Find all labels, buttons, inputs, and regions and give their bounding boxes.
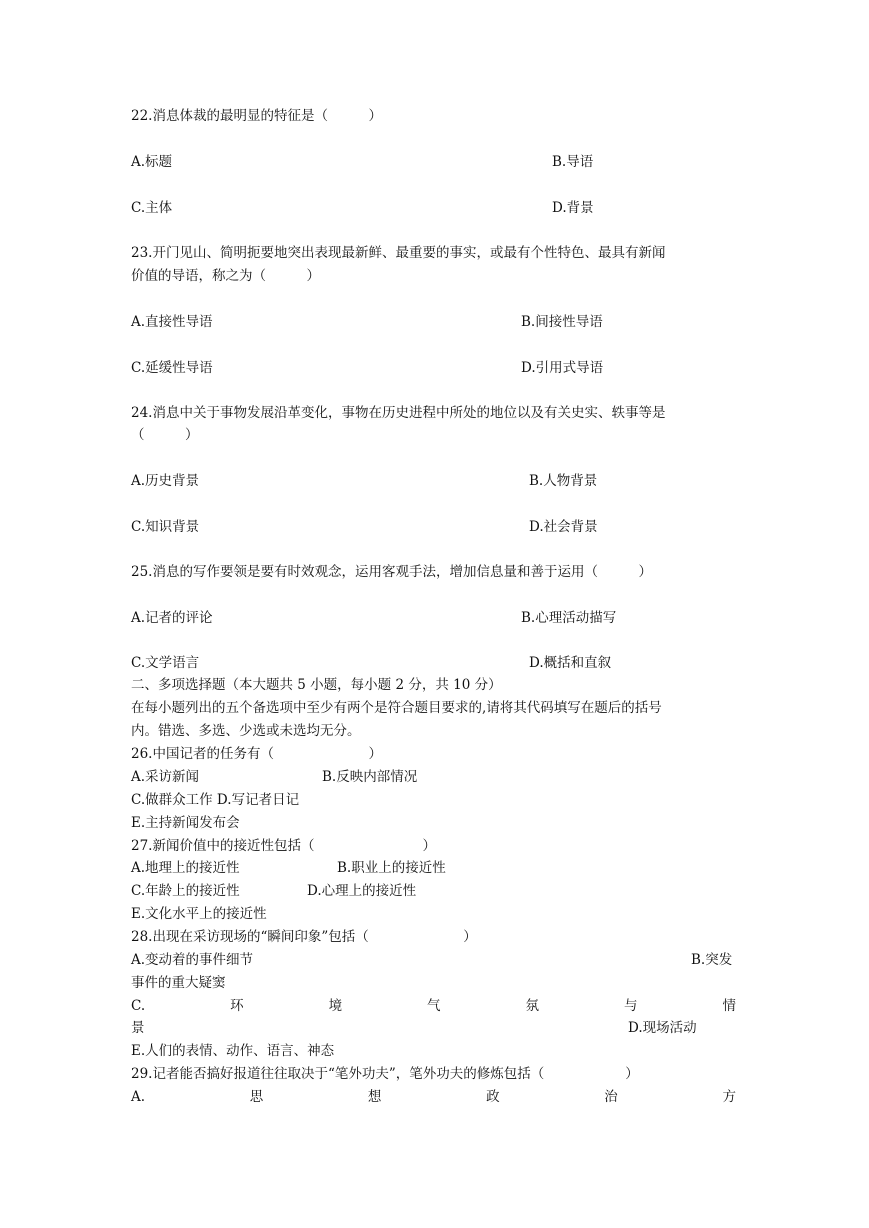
section2-heading: 二、多项选择题（本大题共 5 小题，每小题 2 分，共 10 分） <box>131 677 502 693</box>
q27-option-b: B.职业上的接近性 <box>337 860 446 876</box>
q26-option-e: E.主持新闻发布会 <box>131 815 240 831</box>
q29-stem: 29.记者能否搞好报道往往取决于“笔外功夫”，笔外功夫的修炼包括（ ） <box>131 1066 639 1082</box>
q24-option-a: A.历史背景 <box>131 473 200 489</box>
q28-c-char: C. <box>131 998 146 1014</box>
q26-stem: 26.中国记者的任务有（ ） <box>131 746 382 762</box>
q23-stem-line2: 价值的导语，称之为（ ） <box>131 268 320 284</box>
section2-instructions-line2: 内。错选、多选、少选或未选均无分。 <box>131 723 361 739</box>
q27-option-c: C.年龄上的接近性 <box>131 883 240 899</box>
q29-a-char: 治 <box>604 1089 618 1105</box>
q28-c-char: 气 <box>427 998 441 1014</box>
q28-option-c-justified <box>131 997 736 1015</box>
q23-option-a: A.直接性导语 <box>131 314 213 330</box>
q29-a-char: 方 <box>722 1089 736 1105</box>
q23-option-b: B.间接性导语 <box>521 314 603 330</box>
q27-option-d: D.心理上的接近性 <box>307 883 417 899</box>
q22-option-c: C.主体 <box>131 200 173 216</box>
q26-option-a: A.采访新闻 <box>131 769 200 785</box>
q23-stem-line1: 23.开门见山、简明扼要地突出表现最新鲜、最重要的事实，或最有个性特色、最具有新闻 <box>131 245 666 261</box>
q24-stem-line2: （ ） <box>131 427 199 443</box>
q28-option-d: D.现场活动 <box>628 1020 697 1036</box>
q25-stem: 25.消息的写作要领是要有时效观念，运用客观手法，增加信息量和善于运用（ ） <box>131 564 652 580</box>
q24-stem-line1: 24.消息中关于事物发展沿革变化，事物在历史进程中所处的地位以及有关史实、轶事等是 <box>131 405 666 421</box>
q24-option-c: C.知识背景 <box>131 519 200 535</box>
q25-option-b: B.心理活动描写 <box>521 610 617 626</box>
q28-stem: 28.出现在采访现场的“瞬间印象”包括（ ） <box>131 929 477 945</box>
q28-option-b-part1: B.突发 <box>691 952 733 968</box>
q29-a-char: A. <box>131 1089 146 1105</box>
q28-c-char: 境 <box>328 998 343 1014</box>
q24-option-d: D.社会背景 <box>529 519 598 535</box>
q27-stem: 27.新闻价值中的接近性包括（ ） <box>131 838 436 854</box>
q28-option-e: E.人们的表情、动作、语言、神态 <box>131 1043 335 1059</box>
q24-option-b: B.人物背景 <box>529 473 598 489</box>
q29-a-char: 政 <box>486 1089 500 1105</box>
q23-option-c: C.延缓性导语 <box>131 360 213 376</box>
q28-option-c-end: 景 <box>131 1020 145 1036</box>
q29-a-char: 思 <box>249 1089 264 1105</box>
q26-option-cd: C.做群众工作 D.写记者日记 <box>131 792 300 808</box>
q28-option-b-part2: 事件的重大疑窦 <box>131 975 226 991</box>
q27-option-a: A.地理上的接近性 <box>131 860 240 876</box>
q22-option-b: B.导语 <box>552 154 594 170</box>
q25-option-a: A.记者的评论 <box>131 610 213 626</box>
q28-c-char: 与 <box>623 998 638 1014</box>
q25-option-d: D.概括和直叙 <box>529 655 612 671</box>
q22-option-a: A.标题 <box>131 154 173 170</box>
q29-option-a-justified <box>131 1088 736 1106</box>
q25-option-c: C.文学语言 <box>131 655 200 671</box>
q28-c-char: 情 <box>722 998 736 1014</box>
section2-instructions-line1: 在每小题列出的五个备选项中至少有两个是符合题目要求的,请将其代码填写在题后的括号 <box>131 700 662 716</box>
q26-option-b: B.反映内部情况 <box>322 769 418 785</box>
q27-option-e: E.文化水平上的接近性 <box>131 906 267 922</box>
q28-c-char: 氛 <box>525 998 540 1014</box>
q22-stem: 22.消息体裁的最明显的特征是（ ） <box>131 108 382 124</box>
q28-c-char: 环 <box>230 998 244 1014</box>
q22-option-d: D.背景 <box>552 200 594 216</box>
q29-a-char: 想 <box>367 1089 382 1105</box>
q23-option-d: D.引用式导语 <box>521 360 604 376</box>
q28-option-a: A.变动着的事件细节 <box>131 952 254 968</box>
